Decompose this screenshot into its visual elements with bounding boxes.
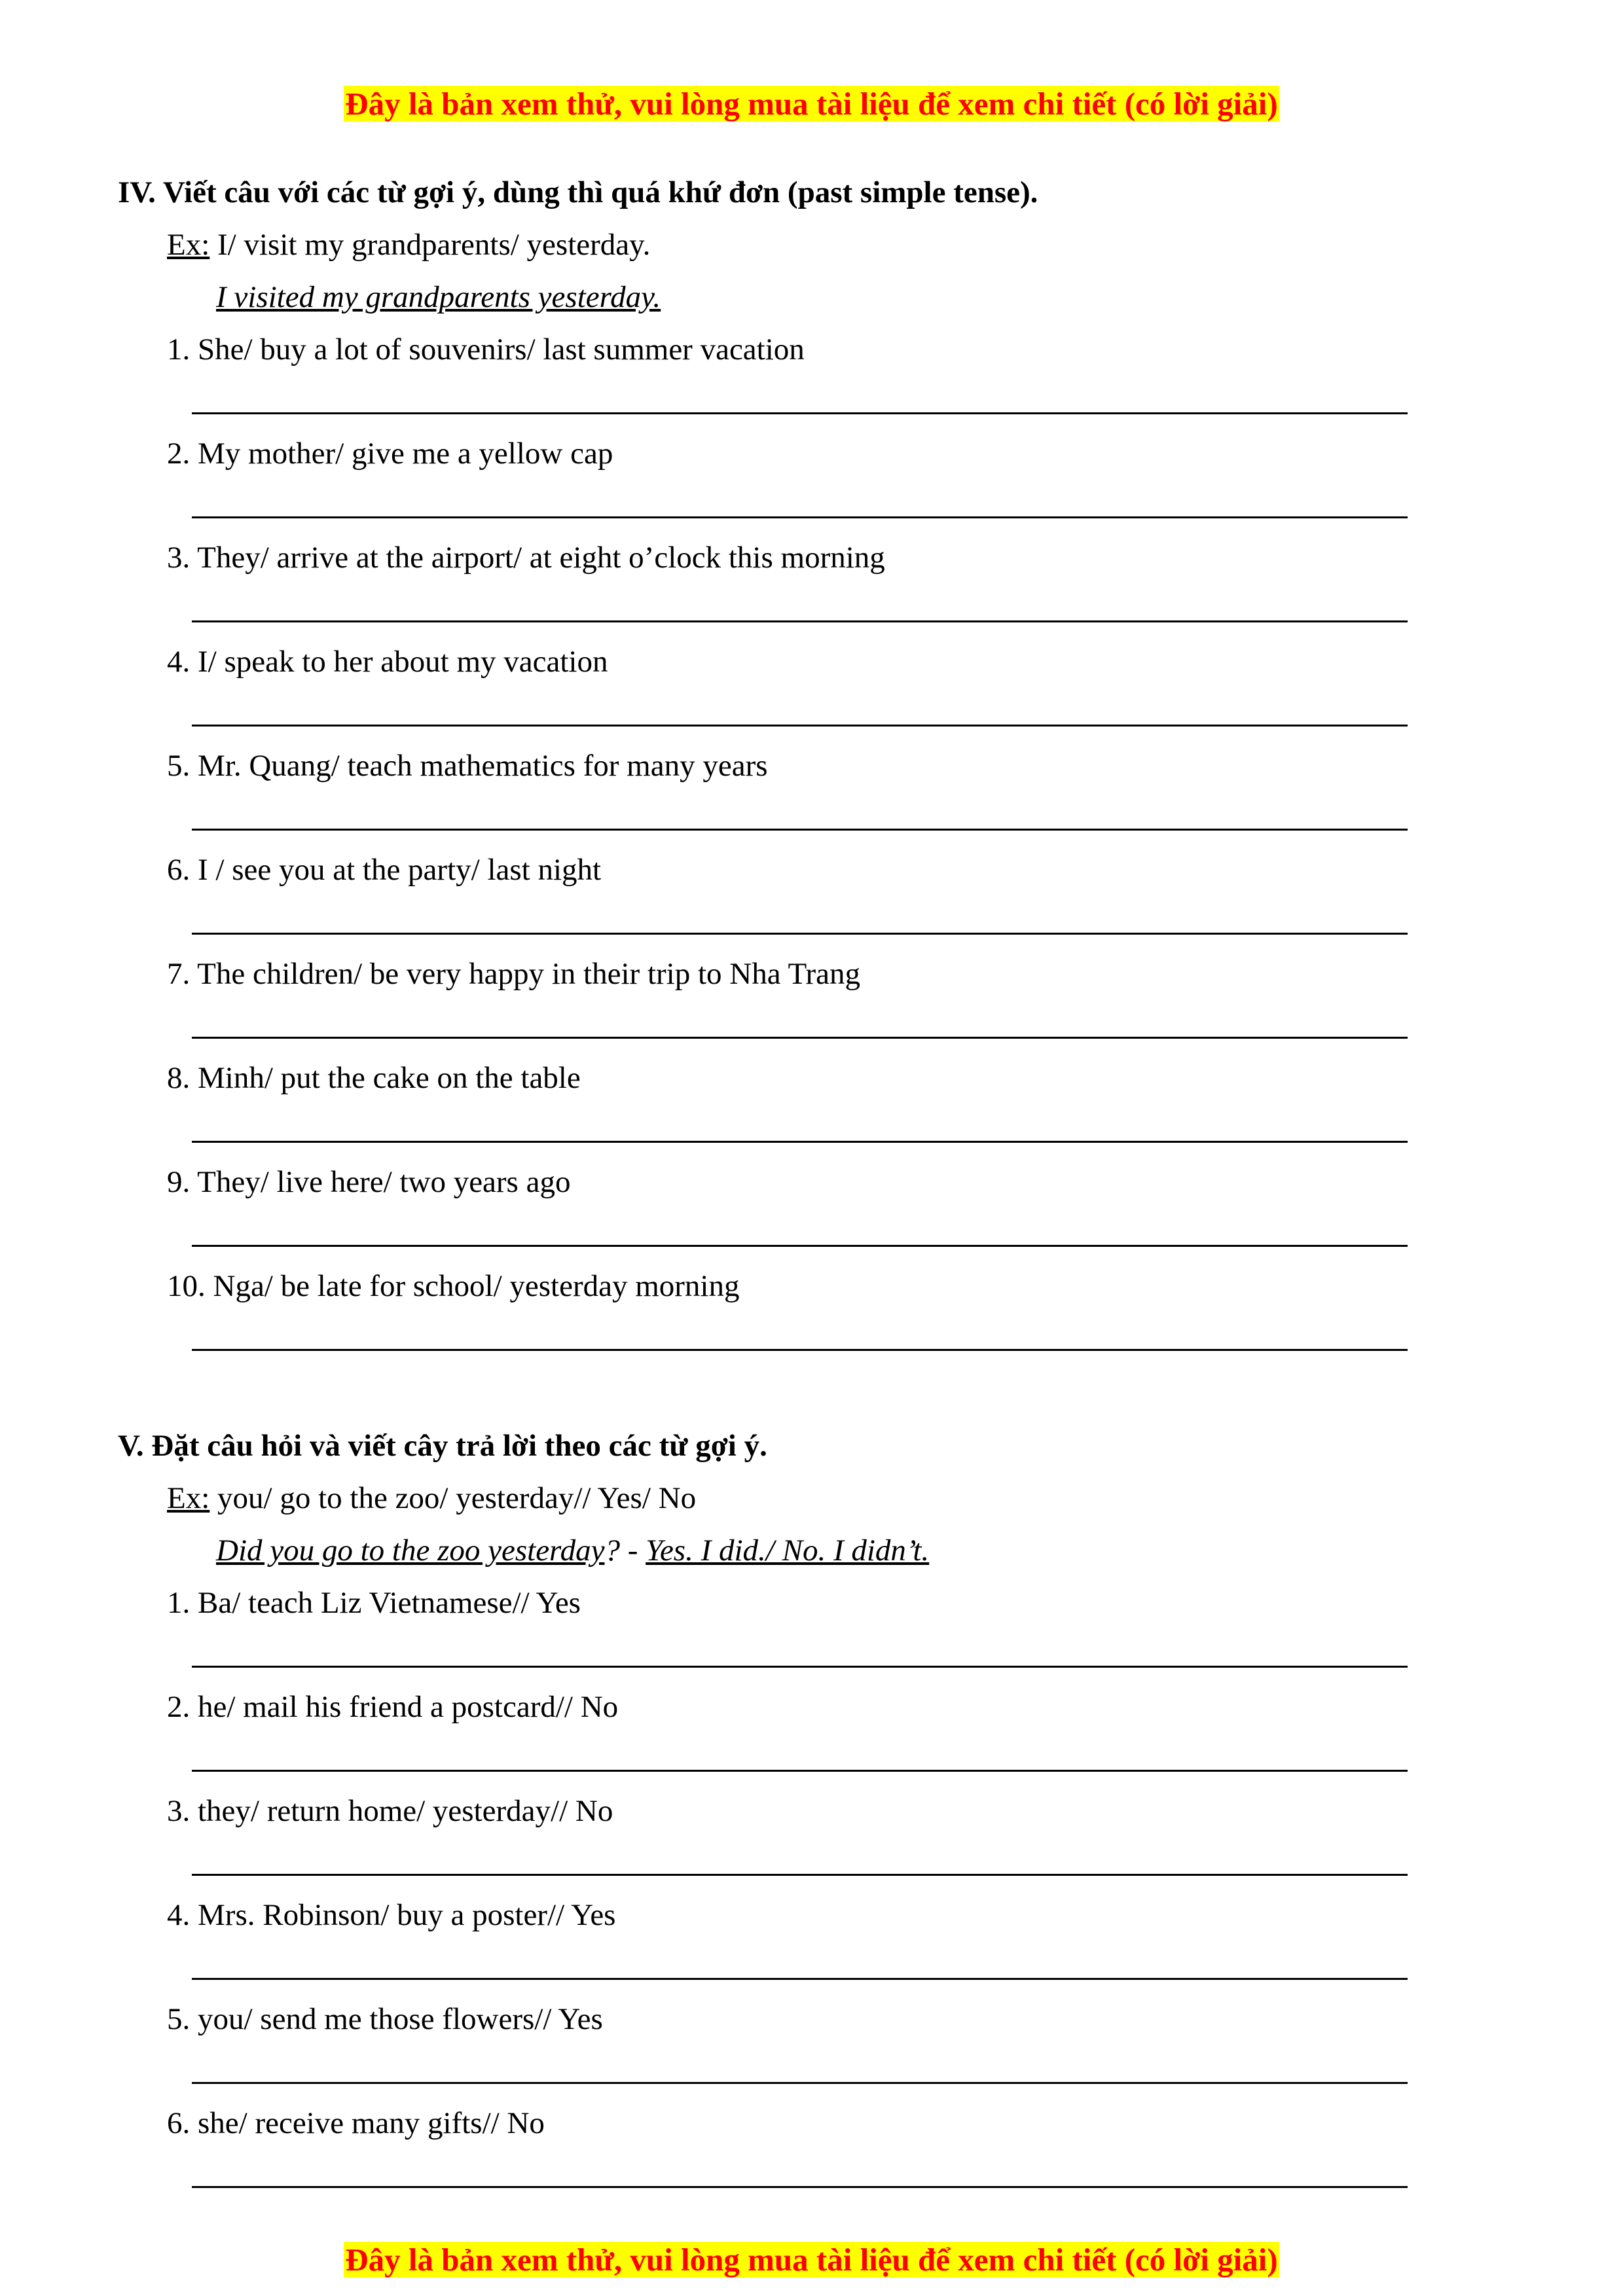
exercise-item: 5. Mr. Quang/ teach mathematics for many years (167, 749, 768, 783)
example-prompt: I/ visit my grandparents/ yesterday. (210, 228, 651, 262)
preview-banner-bottom (0, 2240, 1623, 2280)
exercise-item: 1. Ba/ teach Liz Vietnamese// Yes (167, 1586, 581, 1620)
answer-line[interactable] (192, 829, 1408, 831)
answer-line[interactable] (192, 725, 1408, 726)
answer-line[interactable] (192, 1770, 1408, 1772)
exercise-item: 5. you/ send me those flowers// Yes (167, 2002, 603, 2036)
answer-line[interactable] (192, 1141, 1408, 1143)
answer-line[interactable] (192, 412, 1408, 414)
answer-line[interactable] (192, 2082, 1408, 2084)
section-v-example (167, 1479, 696, 1517)
section-iv-title: IV. Viết câu với các từ gợi ý, dùng thì quá khứ đơn (past simple tense). (118, 175, 1038, 209)
exercise-item: 2. he/ mail his friend a postcard// No (167, 1690, 619, 1724)
answer-line[interactable] (192, 2186, 1408, 2188)
exercise-item: 1. She/ buy a lot of souvenirs/ last summer vacation (167, 332, 805, 367)
example-answer-question: Did you go to the zoo yesterday (216, 1534, 605, 1568)
exercise-item: 4. I/ speak to her about my vacation (167, 645, 608, 679)
answer-line[interactable] (192, 933, 1408, 935)
exercise-item: 8. Minh/ put the cake on the table (167, 1061, 581, 1095)
answer-line[interactable] (192, 1245, 1408, 1247)
answer-line[interactable] (192, 1037, 1408, 1039)
section-v-example-answer (216, 1532, 929, 1570)
example-label: Ex: (167, 228, 210, 262)
answer-line[interactable] (192, 620, 1408, 622)
section-iv-example-answer: I visited my grandparents yesterday. (216, 280, 661, 314)
exercise-item: 6. I / see you at the party/ last night (167, 853, 602, 887)
answer-line[interactable] (192, 1978, 1408, 1980)
answer-line[interactable] (192, 1349, 1408, 1351)
example-answer-reply: Yes. I did./ No. I didn’t. (646, 1534, 930, 1568)
example-prompt: you/ go to the zoo/ yesterday// Yes/ No (210, 1481, 697, 1515)
preview-banner-top-text: Đây là bản xem thử, vui lòng mua tài liệu để xem chi tiết (có lời giải) (345, 86, 1278, 122)
preview-banner-top (0, 84, 1623, 124)
section-v-title: V. Đặt câu hỏi và viết cây trả lời theo các từ gợi ý. (118, 1429, 767, 1463)
exercise-item: 7. The children/ be very happy in their trip to Nha Trang (167, 957, 861, 991)
preview-banner-bottom-text: Đây là bản xem thử, vui lòng mua tài liệu để xem chi tiết (có lời giải) (345, 2242, 1278, 2278)
answer-line[interactable] (192, 1666, 1408, 1668)
answer-line[interactable] (192, 516, 1408, 518)
exercise-item: 9. They/ live here/ two years ago (167, 1165, 571, 1199)
section-iv-example (167, 226, 650, 264)
exercise-item: 4. Mrs. Robinson/ buy a poster// Yes (167, 1898, 616, 1932)
exercise-item: 3. They/ arrive at the airport/ at eight o’clock this morning (167, 541, 885, 575)
exercise-item: 3. they/ return home/ yesterday// No (167, 1794, 613, 1828)
exercise-item: 2. My mother/ give me a yellow cap (167, 437, 613, 471)
example-label: Ex: (167, 1481, 210, 1515)
exercise-item: 6. she/ receive many gifts// No (167, 2106, 545, 2140)
answer-line[interactable] (192, 1874, 1408, 1876)
exercise-item: 10. Nga/ be late for school/ yesterday morning (167, 1269, 740, 1303)
example-answer-separator: ? - (604, 1534, 646, 1568)
